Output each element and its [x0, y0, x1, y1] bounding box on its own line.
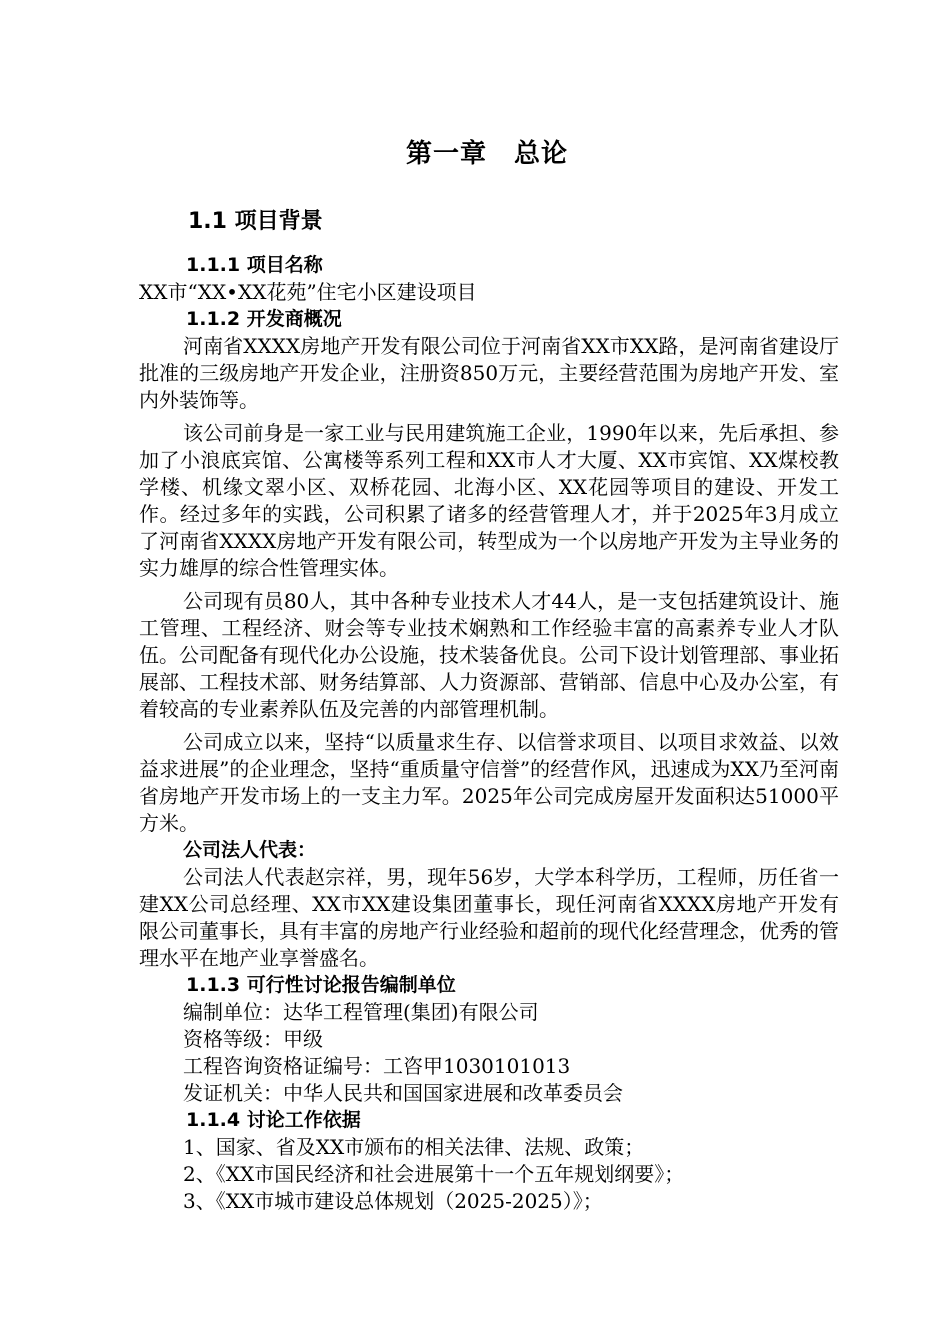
preparer-line: 工程咨询资格证编号：工咨甲1030101013 [183, 1054, 571, 1078]
legal-rep-heading: 公司法人代表： [183, 839, 317, 861]
heading-report-preparer: 1.1.3 可行性讨论报告编制单位 [186, 974, 456, 996]
project-name-text: XX市“XX•XX花苑”住宅小区建设项目 [139, 280, 477, 304]
paragraph: 公司成立以来，坚持“以质量求生存、以信誉求项目、以项目求效益、以效益求进展”的企业理念，坚持“重质量守信誉”的经营作风，迅速成为XX乃至河南省房地产开发市场上的一支主力军。2025年公司完成房屋开发面积达51000平方米。 [139, 730, 839, 835]
preparer-line: 资格等级：甲级 [183, 1027, 323, 1051]
legal-rep-paragraph: 公司法人代表赵宗祥，男，现年56岁，大学本科学历，工程师，历任省一建XX公司总经理、XX市XX建设集团董事长，现任河南省XXXX房地产开发有限公司董事长，具有丰富的房地产行业经验和超前的现代化经营理念，优秀的管理水平在地产业享誉盛名。 [139, 865, 839, 970]
preparer-line: 编制单位：达华工程管理(集团)有限公司 [183, 1000, 539, 1024]
paragraph: 该公司前身是一家工业与民用建筑施工企业，1990年以来，先后承担、参加了小浪底宾馆、公寓楼等系列工程和XX市人才大厦、XX市宾馆、XX煤校教学楼、机缘文翠小区、双桥花园、北海小区、XX花园等项目的建设、开发工作。经过多年的实践，公司积累了诸多的经营管理人才，并于2025年3月成立了河南省XXXX房地产开发有限公司，转型成为一个以房地产开发为主导业务的实力雄厚的综合性管理实体。 [139, 421, 839, 580]
paragraph: 河南省XXXX房地产开发有限公司位于河南省XX市XX路，是河南省建设厅批准的三级房地产开发企业，注册资850万元，主要经营范围为房地产开发、室内外装饰等。 [139, 334, 839, 412]
paragraph: 公司现有员80人，其中各种专业技术人才44人，是一支包括建筑设计、施工管理、工程经济、财会等专业技术娴熟和工作经验丰富的高素养专业人才队伍。公司配备有现代化办公设施，技术装备优良。公司下设计划管理部、事业拓展部、工程技术部、财务结算部、人力资源部、营销部、信息中心及办公室，有着较高的专业素养队伍及完善的内部管理机制。 [139, 589, 839, 721]
heading-work-basis: 1.1.4 讨论工作依据 [186, 1109, 361, 1131]
chapter-title: 第一章 总论 [405, 139, 568, 169]
document-body [139, 207, 839, 1215]
heading-developer-overview: 1.1.2 开发商概况 [186, 308, 342, 330]
heading-project-name: 1.1.1 项目名称 [186, 254, 323, 276]
basis-list-item: 1、国家、省及XX市颁布的相关法律、法规、政策； [183, 1135, 645, 1159]
preparer-line: 发证机关：中华人民共和国国家进展和改革委员会 [183, 1081, 623, 1105]
basis-list-item: 3、《XX市城市建设总体规划（2025-2025）》； [183, 1189, 603, 1213]
basis-list-item: 2、《XX市国民经济和社会进展第十一个五年规划纲要》； [183, 1162, 685, 1186]
section-heading-1-1: 1.1 项目背景 [188, 209, 323, 234]
